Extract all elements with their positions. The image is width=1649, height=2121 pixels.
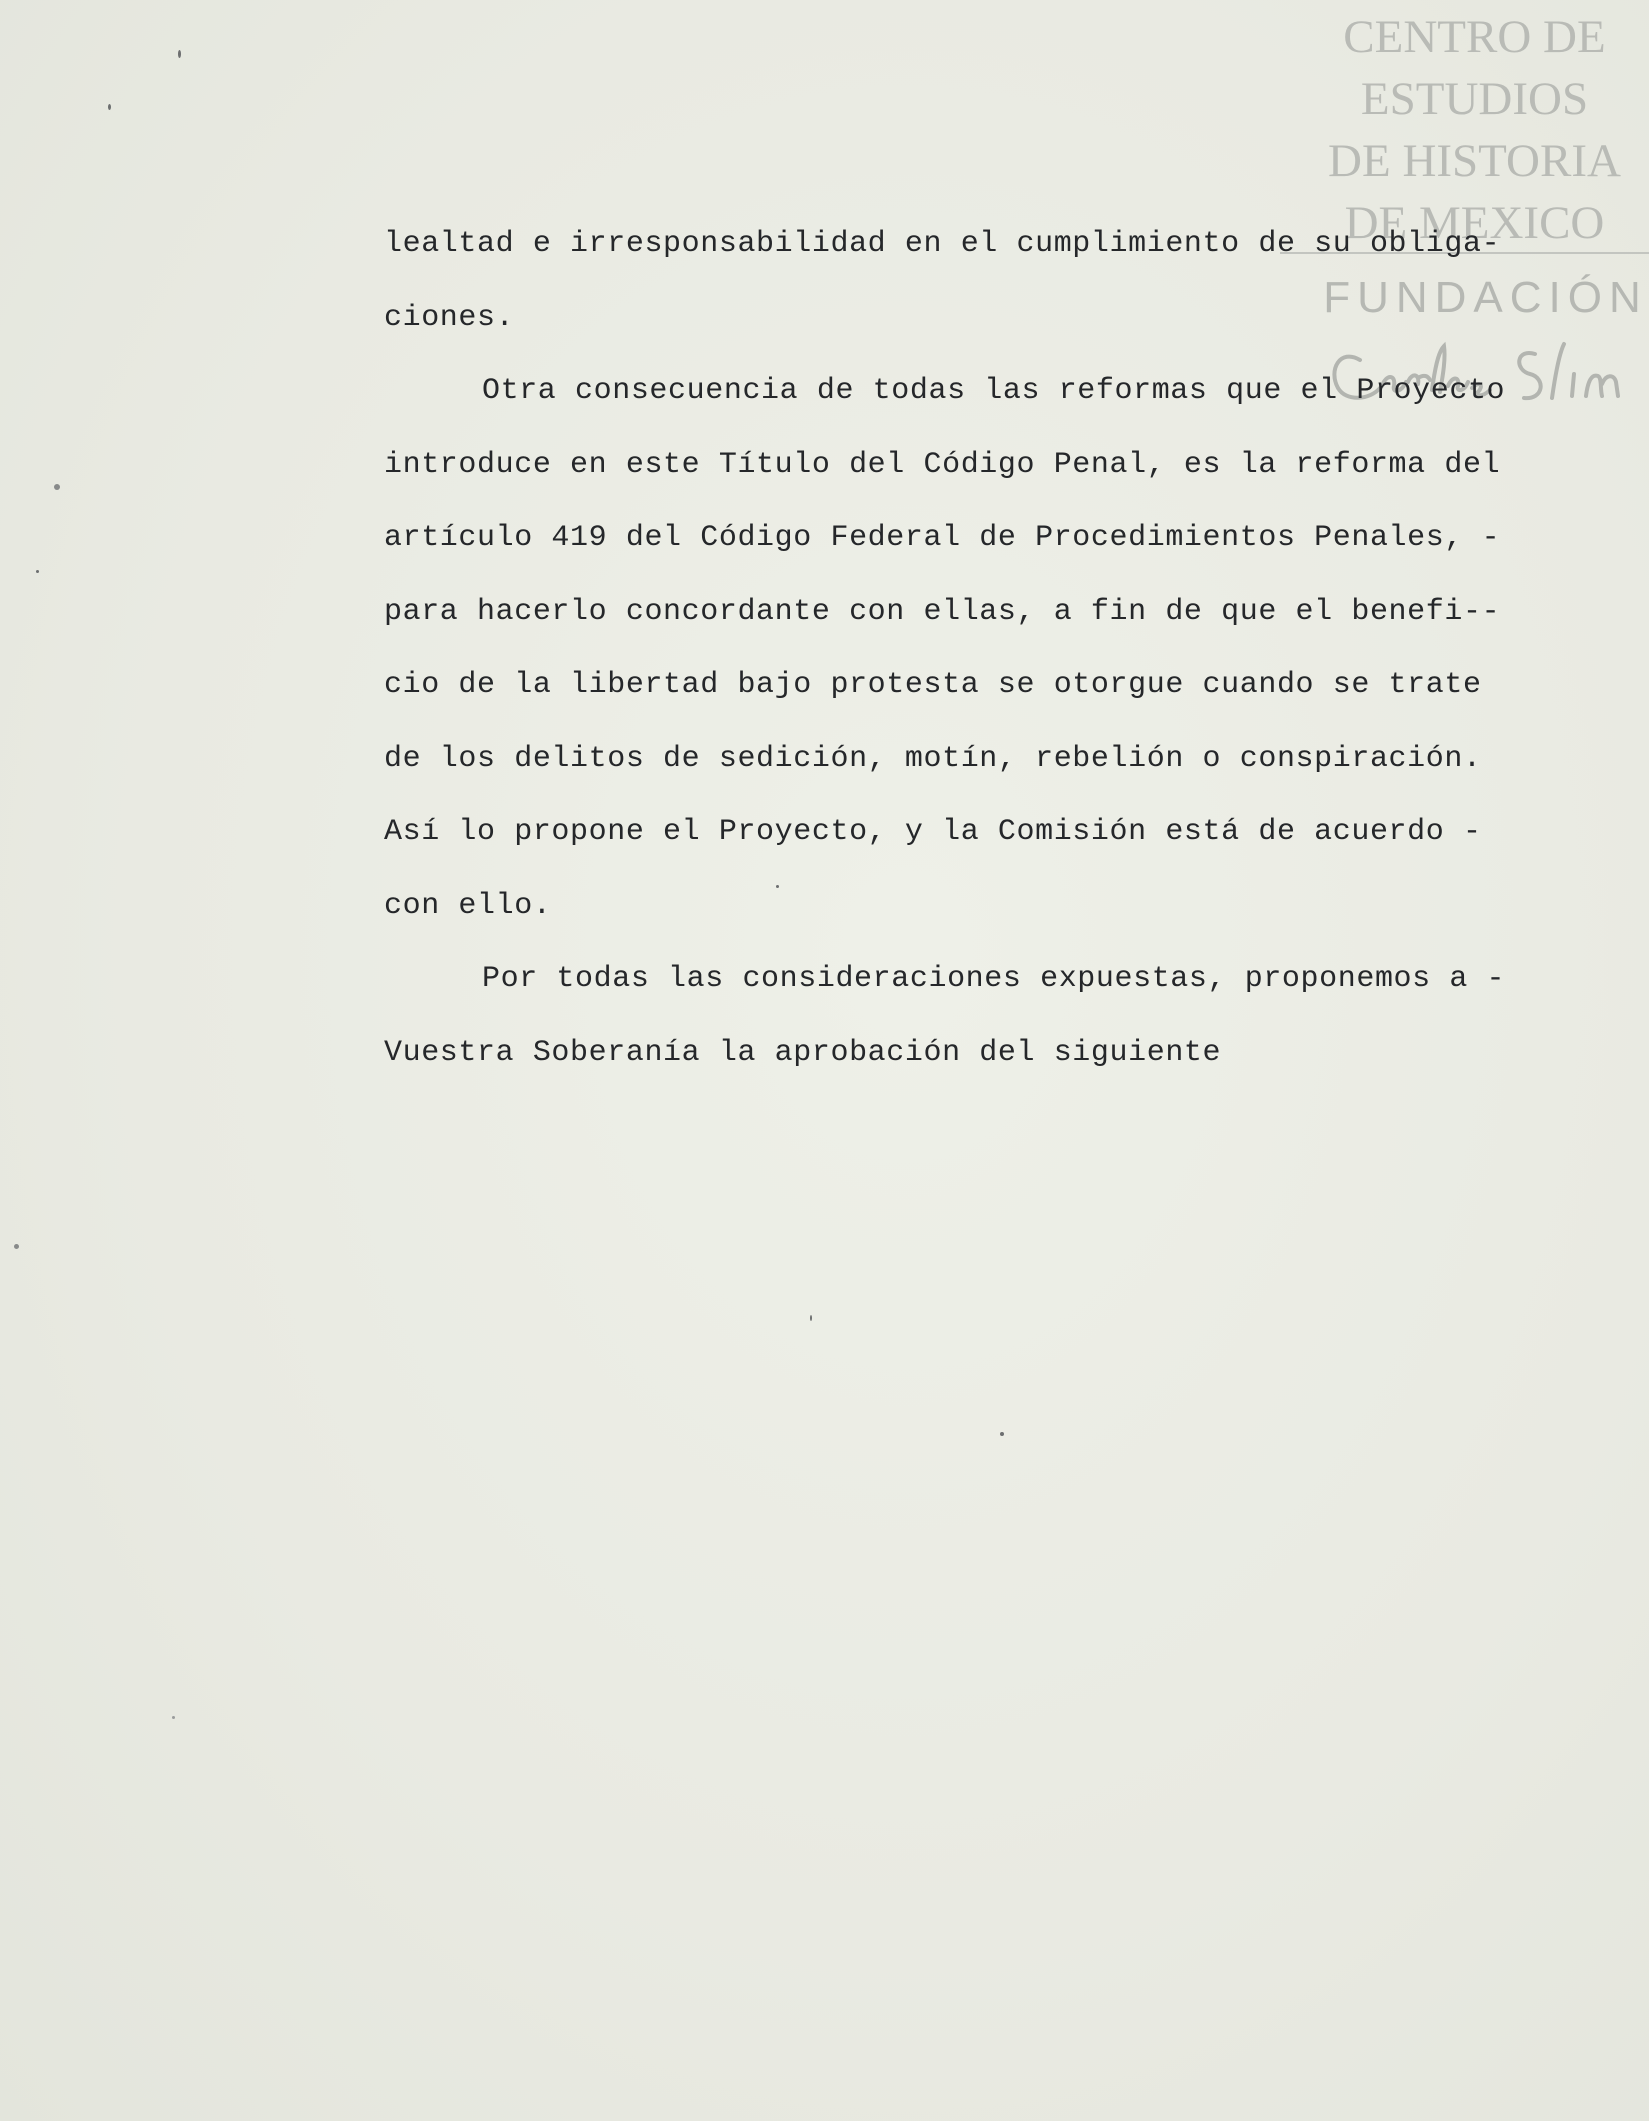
watermark-foundation: FUNDACIÓN [1323, 273, 1648, 322]
document-body [384, 214, 1564, 1096]
paper-speck [810, 1315, 812, 1321]
text-line: Así lo propone el Proyecto, y la Comisión está de acuerdo - [384, 815, 1482, 849]
text-line: con ello. [384, 888, 552, 923]
text-line: para hacerlo concordante con ellas, a fin de que el benefi-- [384, 594, 1501, 629]
text-line: Otra consecuencia de todas las reformas que el Proyecto [482, 374, 1506, 408]
paper-speck [1000, 1432, 1004, 1436]
paper-speck [36, 570, 39, 573]
watermark-line: DE HISTORIA [1328, 135, 1621, 187]
text-line: Por todas las consideraciones expuestas, proponemos a - [482, 962, 1506, 996]
text-line: artículo 419 del Código Federal de Procedimientos Penales, - [384, 521, 1501, 555]
paper-speck [54, 484, 60, 490]
paper-speck [172, 1716, 175, 1719]
paper-speck [14, 1244, 19, 1249]
paper-speck [178, 50, 181, 58]
watermark-line: DE MEXICO [1344, 197, 1605, 249]
paper-speck [776, 885, 779, 888]
text-line: ciones. [384, 300, 515, 335]
paper-speck [108, 104, 111, 110]
text-line: lealtad e irresponsabilidad en el cumplimiento de su obliga- [384, 227, 1501, 261]
text-line: introduce en este Título del Código Penal, es la reforma del [384, 447, 1501, 482]
text-line: Vuestra Soberanía la aprobación del siguiente [384, 1035, 1222, 1070]
watermark-line: ESTUDIOS [1360, 73, 1589, 125]
watermark-line: CENTRO DE [1343, 11, 1606, 63]
text-line: de los delitos de sedición, motín, rebelión o conspiración. [384, 741, 1482, 776]
text-line: cio de la libertad bajo protesta se otorgue cuando se trate [384, 668, 1482, 702]
